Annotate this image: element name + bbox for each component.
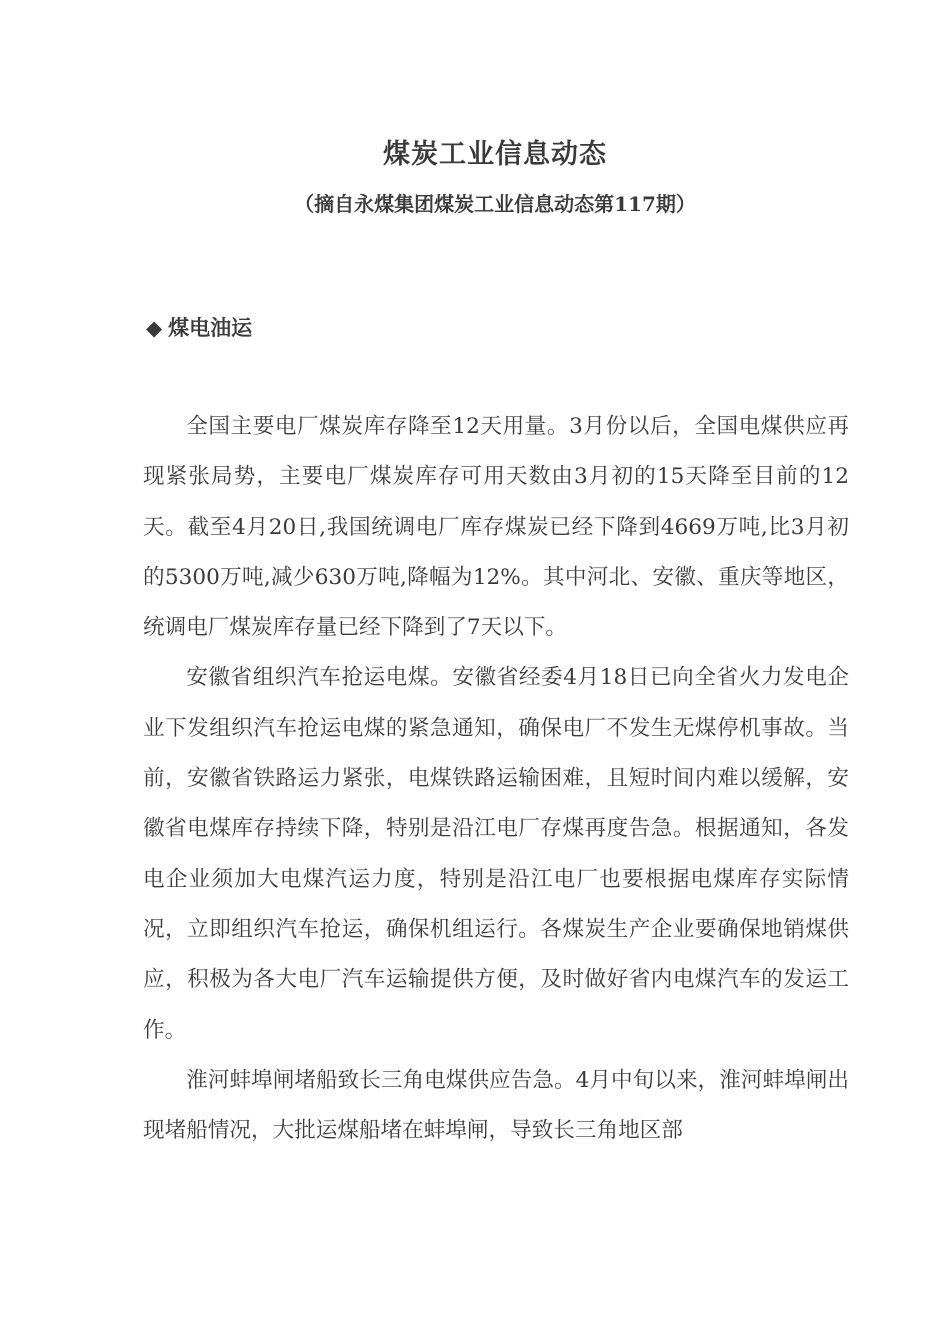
paragraph-anhui-transport: 安徽省组织汽车抢运电煤。安徽省经委4月18日已向全省火力发电企业下发组织汽车抢运电煤的紧急通知，确保电厂不发生无煤停机事故。当前，安徽省铁路运力紧张，电煤铁路运输困难，且短时间内难以缓解，安徽省电煤库存持续下降，特别是沿江电厂存煤再度告急。根据通知，各发电企业须加大电煤汽运力度，特别是沿江电厂也要根据电煤库存实际情况，立即组织汽车抢运，确保机组运行。各煤炭生产企业要确保地销煤供应，积极为各大电厂汽车运输提供方便，及时做好省内电煤汽车的发运工作。 [143, 665, 849, 1043]
article-body [143, 402, 849, 1156]
section-heading-label: 煤电油运 [168, 316, 253, 340]
section-heading [146, 312, 252, 342]
document-subtitle: （摘自永煤集团煤炭工业信息动态第117期） [294, 192, 696, 216]
paragraph-coal-inventory: 全国主要电厂煤炭库存降至12天用量。3月份以后，全国电煤供应再现紧张局势，主要电厂煤炭库存可用天数由3月初的15天降至目前的12天。截至4月20日,我国统调电厂库存煤炭已经下降到4669万吨,比3月初的5300万吨,减少630万吨,降幅为12%。其中河北、安徽、重庆等地区，统调电厂煤炭库存量已经下降到了7天以下。 [143, 414, 849, 641]
diamond-bullet-icon: ◆ [146, 316, 163, 340]
paragraph-huaihe-blockage: 淮河蚌埠闸堵船致长三角电煤供应告急。4月中旬以来，淮河蚌埠闸出现堵船情况，大批运煤船堵在蚌埠闸，导致长三角地区部 [143, 1067, 849, 1144]
document-title: 煤炭工业信息动态 [383, 139, 607, 170]
